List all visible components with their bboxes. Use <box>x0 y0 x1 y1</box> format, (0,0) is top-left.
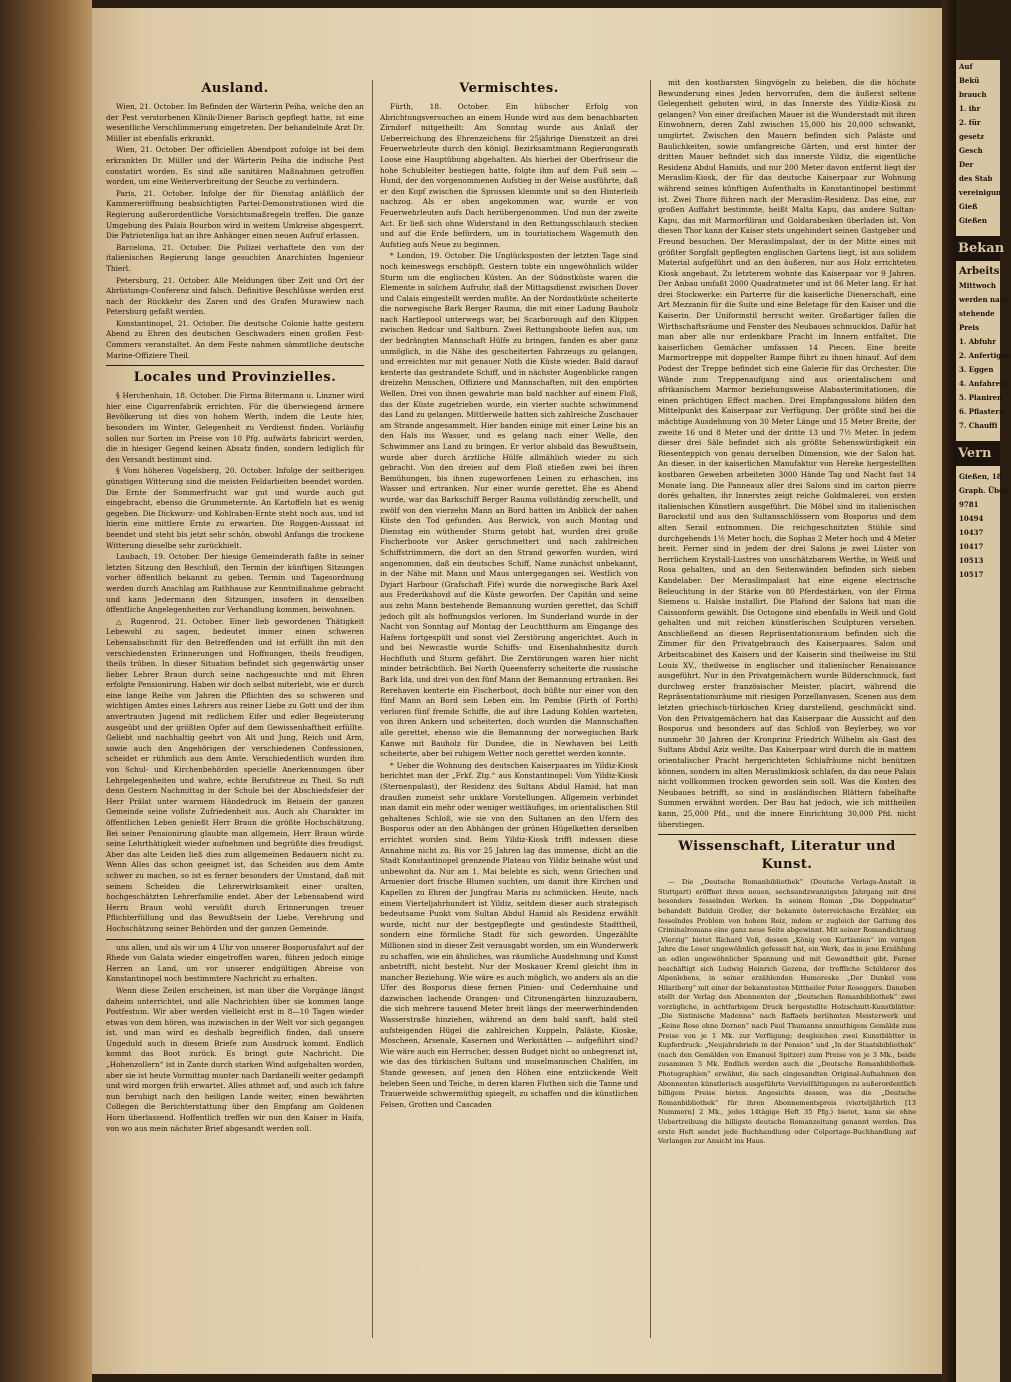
text-fragment: 9781 <box>959 500 979 509</box>
text-fragment: 10513 <box>959 556 984 565</box>
section-rule <box>106 939 364 940</box>
text-fragment: 1. ihr <box>959 104 981 113</box>
text-fragment: Graph. Über <box>959 486 1008 495</box>
text-fragment: 10517 <box>959 570 984 579</box>
text-fragment: 4. Anfahren <box>959 379 1006 388</box>
article-paragraph: Laubach, 19. October. Der hiesige Gemeinderath faßte in seiner letzten Sitzung den Beschluß, den Termin der künftigen Sitzungen vorher öffentlich bekannt zu geben. Termin und Tagesordnung werden durch Anschlag am Rathhause zur Kenntnißnahme gebracht und kann Jedermann den Sitzungen, insofern in denselben öffentliche Angelegenheiten zur Verhandlung kommen, beiwohnen. <box>106 552 364 615</box>
article-paragraph: uns allen, und als wir um 4 Uhr von unserer Bosporusfahrt auf der Rhede von Galata wieder eingetroffen waren, führen jedoch einige Herren an Land, um vor unserer endgültigen Abreise von Konstantinopel noch bestimmtere Nachricht zu erhalten. <box>106 942 364 984</box>
section-heading: Vermischtes. <box>459 81 559 96</box>
text-fragment: Arbeits <box>959 266 1000 277</box>
text-fragment: 2. Anfertigen <box>959 351 1011 360</box>
article-paragraph: mit den kostbarsten Singvögeln zu beleben, die die höchste Bewunderung eines Jeden hervorrufen, dem die äußerst seltene Gelegenheit geboten wird, in das Innerste des Yildiz-Kiosk zu gelangen? Von einer dreifachen Mauer ist die Wunderstadt mit ihren Einwohnern, deren Zahl zwischen 15,000 bis 20,000 schwankt, umgürtet. Zwischen den Mauern befinden sich Paläste und Baulichkeiten, sowie umfangreiche Gärten, und erst hinter der dritten Mauer befindet sich das innerste Yildiz, die eigentliche Residenz Abdul Hamids, und nur 200 Meter davon entfernt liegt der Meraslim-Kiosk, der für das deutsche Kaiserpaar zur Wohnung während seines künftigen Aufenthalts in Konstantinopel bestimmt ist. Zwei Thore führen nach der Meraslim-Residenz. Das eine, zur großen Auffahrt bestimmte, heißt Malta Kapu, das andere Sultan-Kapu, das mit Marmorfiliran und Goldarabesken überladen ist. Von diesen Thor kann der Kaiser stets ungehindert seinen Gastgeber und Freund besuchen. Der Meraslimpalast, der in der Mitte eines mit größter Sorgfalt gepflegten englischen Gartens liegt, ist aus solidem Material aufgeführt und an den äußeren, nur aus Holz errichteten Kiosk angebaut. Zu letzterem wohnte das Kaiserpaar vor 9 Jahren. Der Anbau umfaßt 2000 Quadratmeter und ist 86 Meter lang. Er hat drei Stockwerke: ein Parterre für die kaiserliche Dienerschaft, eine Art Mezzanin für die Suite und eine Beletage für den Kaiser und die Kaiserin. Der Uniformstil herrscht weiter. Großartiger fallen die Wirthschaftsräume und Fenster des Neubaues schmucklos. Dafür hat man aber alle nur erdenkbare Pracht im Innern entfaltet. Die kaiserlichen Gemächer umfassen 14 Piecen. Eine breite Marmortreppe mit doppelter Rampe führt zu ihnen hinauf. Auf dem Podest der Treppe befindet sich eine Galerie für das Orchester. Die Wände zum Treppenaufgang sind aus orientalischem und afrikanischem Marmor beziehungsweise Alabasterimitationen, die einen prächtigen Effect machen. Drei Empfangssalons bilden den Mittelpunkt des Kaiserpaar zur Verfügung. Der größte sind bei die mächtige Ausdehnung von 30 Meter Länge und 15 Meter Breite, der zweite 16 und 8 Meter und der dritte 13 und 7½ Meter. In jedem dieser drei Säle befindet sich als größte Sehenswürdigkeit ein Riesenteppich von genau derselben Dimension, wie der Salon hat. An dieser, in der kaiserlichen Manufaktur von Hereke hergestellten kostbaren Geweben arbeiteten 3000 Hände Tag und Nacht fast 14 Monate lang. Die Panneaux aller drei Salons sind im carton pierre dorés gehalten, ihr Innerstes zeigt reiche Goldmalerei, von ersten italienischen Künstlern ausgeführt. Die Möbel sind im italienischen Barockstil und aus den Sultansschlössern vom Bosporus und dem alten Serail entnommen. Die reichgeschnitzten Stühle sind durchgehends 1½ Meter hoch, die Sophas 2 Meter hoch und 4 Meter breit. Ferner sind in jedem der drei Salons je zwei Lüster von herrlichem Krystall-Lustres von unschätzbarem Werthe, in Weiß und Rosa gehalten, und an den Seitenwänden befinden sich sieben Kandelaber. Der Meraslimpalast hat eine eigene electrische Beleuchtung in der Stärke von 80 Pferdestärken, von der Firma Siemens u. Halske installirt. Die Plafond der Salons hat man die Caissonform gewählt. Die Octogone sind ebenfalls in Weiß und Gold gehalten und mit reichen künstlerischen Sculpturen versehen. Anschließend an diesen Repräsentationsraum befinden sich die Zimmer für den Privatgebrauch des Kaiserpaares. Salon und Arbeitscabinet des Kaisers und der Kaiserin sind theilweise im Stil Louis XV., theilweise in englischer und italienischer Renaissance ausgeführt. Nur in den Privatgemächern wurde Bilderschmuck, fast durchweg erster französischer Meister, placirt, während die Repräsentationsräume mit riesigen Porzellanvasen, Scenen aus dem letzten griechisch-türkischen Krieg darstellend, geschmückt sind. Von den Privatgemächern hat das Kaiserpaar die Aussicht auf den Bosporus und besonders auf das Schloß von Beylerbey, wo vor nunmehr 30 Jahren der Kronprinz Friedrich Wilhelm als Gast des Sultans Abdul Aziz weilte. Das Kaiserpaar wird durch die in mattem orientalischer Pracht hergerichteten Schlafräume nicht benützen können, sondern im alten Meraslimkiosk schlafen, da das neue Palais nicht vollkommen trocken geworden sein soll. Was die Kosten des Neubaues betrifft, so sind in ausländischen Blättern fabelhafte Summen erwähnt worden. Der Bau hat jedoch, wie ich mittheilen kann, 25,000 Pfd., und die innere Einrichtung 30,000 Pfd. nicht überstiegen. <box>658 78 916 829</box>
text-fragment: werden nach <box>959 295 1010 304</box>
column-3 <box>658 78 916 1340</box>
article-paragraph: Wien, 21. October. Im Befinden der Wärterin Peiha, welche den an der Pest verstorbenen Klinik-Diener Barisch gepflegt hatte, ist eine wesentliche Verschlimmerung eingetreten. Der behandelnde Arzt Dr. Müller ist ebenfalls erkrankt. <box>106 102 364 143</box>
text-fragment: des Stab <box>959 174 993 183</box>
column-divider <box>372 80 373 1338</box>
text-fragment: 2. für <box>959 118 981 127</box>
adjacent-page-fragment <box>956 60 1011 1382</box>
book-spine <box>0 0 92 1382</box>
text-fragment: brauch <box>959 90 987 99</box>
text-fragment: Gesch <box>959 146 983 155</box>
section-heading: Ausland. <box>201 81 269 96</box>
text-fragment: 10494 <box>959 514 984 523</box>
article-paragraph: § Herchenhain, 18. October. Die Firma Bitermann u. Linzner wird hier eine Cigarrenfabrik errichten. Für die überwiegend ärmere Bevölkerung ist dies von hohem Werth, indem die Leute hier, besonders im Winter, Gelegenheit zu Verdienst finden. Vorläufig sollen nur Sorten im Preise von 10 Pfg. aufwärts fabricirt werden, die in hiesiger Gegend keinen Absatz finden, sondern lediglich für den Versandt bestimmt sind. <box>106 391 364 464</box>
announcement-banner: Vern <box>956 441 1000 466</box>
article-paragraph: — Die „Deutsche Romanbibliothek“ (Deutsche Verlags-Anstalt in Stuttgart) eröffnet ihren neuen, sechsundzwanzigsten Jahrgang mit drei besonders fesselnden Werken. In seinem Roman „Die Doppelnatur“ behandelt Balduin Groller, der bekannte österreichische Erzähler, ein fesselndes Problem von hohem Reiz, indem er zugleich der Gattung des Criminalromans eine ganz neue Seite abgewinnt. Mit seiner Romandichtung „Vierzig“ bietet Richard Voß, dessen „König von Kurtianien“ im vorigen Jahre die Leser ungewöhnlich gefesselt hat, ein Werk, das in jene Erzählung an edlen ungewöhnlicher Spannung und mit Gewandtheit gibt. Ferner beschäftigt sich Ludwig Heinrich Gezena, der treffliche Schilderer des Alpenlebens, in seiner erzählenden Humoreske „Der Dunkel vom Hilariberg“ mit einer der bekanntesten Mittheiler Peter Roseggers. Daneben stellt der Verlag den Abonnenten der „Deutschen Romanbibliothek“ zwei vorzügliche, in achtfarbigem Druck hergestellte Holzschnitt-Kunstblätter: „Die Sixtinische Madonna“ nach Raffaels berühmten Meisterwerk und „Keine Rose ohne Dornen“ nach Paul Thumanns anmuthigem Gemälde zum Preise von je 1 Mk. zur Verfügung; desgleichen zwei Kunstblätter in Kupferdruck: „Neujahrsbriefe in der Pension“ und „In der Staatsbibliothek“ (nach den Gemälden von Emanuel Spitzer) zum Preise von je 3 Mk., beide zusammen 5 Mk. Endlich werden auch die „Deutsche Romanbibliothek-Photographien“ erwähnt, die nach eingesandten Original-Aufnahmen den Abonnenten künstlerisch ausgeführte Vervielfältigungen zu außerordentlich billigem Preise bieten. Angesichts dessen, was die „Deutsche Romanbibliothek“ für ihren Abonnementspreis (vierteljährlich [13 Nummern] 2 Mk., jedes 14tägige Heft 35 Pfg.) bietet, kann sie ohne Uebertreibung die billigste deutsche Romanzeitung genannt werden. Das erste Heft sendet jede Buchhandlung oder Colportage-Buchhandlung auf Verlangen zur Ansicht ins Haus. <box>658 878 916 1146</box>
article-paragraph: * London, 19. October. Die Unglücksposten der letzten Tage sind noch keineswegs erschöpft. Gestern tobte ein ungewöhnlich wilder Sturm um die englischen Küsten. An der Südostküste waren die Elemente in solchem Aufruhr, daß der Mittagsdienst zwischen Dover und Calais eingestellt werden mußte. An der Nordostküste scheiterte die norwegische Bark Berger Rauma, die mit einer Ladung Bauholz nach Hartlepool unterwegs war, bei Scarborough auf den Klippen zwischen Redcar und Saltburn. Zwei Rettungsboote liefen aus, um der bedrängten Mannschaft Hülfe zu bringen, fanden es aber ganz unmöglich, in die Nähe des gescheiterten Fahrzeugs zu gelangen, und erreichten nur mit genauer Noth die Küste wieder. Bald darauf kenterte das gestrandete Schiff, und in nächster Augenblicke rangen dreizehn Menschen, Offiziere und Mannschaften, mit den empörten Wellen. Drei von ihnen gewahrte man bald nachher auf einem Floß, das der Küste zugetrieben wurde, ein vierter suchte schwimmend das Land zu gelangen. Mittlerweile hatten sich zahlreiche Zuschauer am Strande angesammelt. Hier banden einige mit einer Leine bis an den Hals ins Wasser, und es gelang nach einer Welle, den Schwimmer ans Land zu bringen. Er verlor alsbald das Bewußtsein, wurde aber durch ärztliche Hülfe allmählich wieder zu sich gebracht. Von den dreien auf dem Floß stießen zwei bei ihren Bemühungen, bis ihnen zugeworfenen Leinen zu erhaschen, ins Wasser und ertranken. Nur einer wurde gerettet. Ehe es Abend wurde, war das Barkschiff Berger Rauma vollständig zerschellt, und zwölf von den vierzehn Mann an Bord hatten im Anblick der nahen Küste den Tod gefunden. Aus Berwick, von auch Montag und Dienstag ein wüthender Sturm getobt hat, wurden drei große Fischerboote vor Anker gerschmettert und nach zahlreichen Schiffstrümmern, die dort an den Strand geworfen wurden, wird angenommen, daß ein deutsches Schiff, Name zunächst unbekannt, in der Nähe mit Mann und Maus untergegangen sei. Westlich von Dyjart Harbour (Grafschaft Fife) wurde die norwegische Bark Axel aus Frederikshovd auf die Küste geworfen. Der Capitän und seine aus zehn Mann bestehende Bemannung wurden gerettet, das Schiff jedoch gilt als hoffnungslos verloren. Im Sunderland wurde in der Nacht von Sonntag auf Montag der Leuchtthurm am Eingange des Hafens fortgespült und sonst viel Zerstörung angerichtet. Auch in und bei Newcastle wurde Schiffs- und Eisenbahnbesitz durch Hochfluth und Sturm gefährt. Die Zerstörungen waren hier nicht minder beträchtlich. Bei North Queensferry scheiterte die russische Bark Ida, und drei von den fünf Mann der Bemannung ertranken. Bei Rerehaven kenterte ein Fischerboot, doch büßte nur einer von den fünf Mann an Bord sein Leben ein. Im Pembie (Firth of Forth) verloren fünf fremde Schiffe, die auf ihre Ladung Kohlen warteten, von ihren Ankern und scheiterten, doch wurden die Mannschaften alle gerettet, ebenso wie die Bemannung der norwegischen Bark Kanwe mit Bauholz für Dundee, die in Newhaven bei Leith scheiterte, aber bei ruhigem Wetter noch gerettet werden konnte. <box>380 251 638 759</box>
text-fragment: Auf <box>959 62 973 71</box>
page-gutter <box>942 0 956 1382</box>
article-paragraph: Paris, 21. October. Infolge der für Dienstag anläßlich der Kammereröffnung beabsichtigten Partei-Demonstrationen wird die Regierung außerordentliche Vorsichtsmaßregeln treffen. Die ganze Umgebung des Palais Bourbon wird in weitem Umkreise abgesperrt. Die Patriotenliga hat an ihre Anhänger einen neuen Aufruf erlassen. <box>106 188 364 241</box>
text-fragment: 10437 <box>959 528 984 537</box>
text-fragment: 10417 <box>959 542 984 551</box>
article-paragraph: Fürth, 18. October. Ein hübscher Erfolg von Abrichtungsversuchen an einem Hunde wird aus dem benachbarten Zirndorf mitgetheilt: Am Sonntag wurde aus Anlaß der Ueberreichung des Ehrenzeichens für 25jährige Dienstzeit an drei Feuerwehrleute durch den königl. Bezirksamtmann Regierungsrath Loose eine Hauptübung abgehalten. Als hierbei der Oberfriseur die hohe Schubleiter bestiegen hatte, folgte ihm auf dem Fuß sein — Hund, der den vorgenommenen Aufstieg in der Weise ausführte, daß er den Kopf zwischen die Sprossen klemmte und so den Hinterleib nachzog. Als er oben angekommen war, wurde er von Feuerwehrleuten aufs Dach herübergenommen. Und nun der zweite Act. Er ließ sich ohne Widerstand in den Rettungsschlauch stecken und auf die Erde befördern, um in touristischem Wagemuth den Aufstieg aufs Neue zu beginnen. <box>380 102 638 249</box>
article-paragraph: Petersburg, 21. October. Alle Meldungen über Zeit und Ort der Abrüstungs-Conferenz sind falsch. Definitive Beschlüsse werden erst nach der Rückkehr des Zaren und des Grafen Murawiew nach Petersburg gefaßt werden. <box>106 275 364 317</box>
article-paragraph: △ Rugenrod, 21. October. Einer lieb gewordenen Thätigkeit Lebewohl zu sagen, bedeutet immer einen schweren Lebensabschnitt für den Betreffenden und ist erfüllt ihn mit den verschiedensten Erinnerungen und Hoffnungen, theils freudigen, theils trüben. In dieser Situation befindet sich gegenwärtig unser lieber Lehrer Braun durch seine nachgesuchte und mit Ehren erfolgte Pensionirung. Haben wir doch selbst miterlebt, wie er durch eine lange Reihe von Jahren die Pflichten des so schweren und wichtigen Amtes eines Lehrers aus reiner Liebe zu Gott und der ihm anvertrauten Jugend mit redlichem Eifer und edler Begeisterung ausgeübt und der größten Opfer auf dem Gewissenhaftheit erfüllte. Geliebt und nachhaltig geehrt von Alt und Jung, Reich und Arm, sowie auch den Angehörigen der verschiedenen Confessionen, scheidet er rühmlich aus dem Amte. Verschiedentlich wurden ihm von Schul- und Kirchenbehörden specielle Anerkennungen über Lehrgelegenheiten und wahre, echte Berufstreue zu Theil. So ruft denn Gestern Nachmittag in der Schule bei der Abschiedsfeier der Herr Prälat unter warmem Händedruck im Beisein der ganzen Gemeinde seine vollste Zufriedenheit aus. Auch als Charakter im öffentlichen Leben genießt Herr Braun die größte Hochschätzung. Bei seiner Pensionirung glaubte man allgemein, Herr Braun würde seine Lehrthätigkeit wieder aufnehmen und begrüßte dies freudigst. Aber das alte Leiden ließ dies zum allgemeinen Bedauern nicht zu. Wenn Alles das schon geeignet ist, das Scheiden aus dem Amte schwer zu machen, so ist es ferner besonders der Umstand, daß mit seinem Scheiden die Lehrerwirksamkeit einer uralten, hochgeschätzten Lehrerfamilie endet. Aber der Lebensabend wird Herrn Braun wohl versüßt durch Erinnerungen treuer Pflichterfüllung und das Bewußtsein der Liebe, Verehrung und Hochschätzung seiner Behörden und der ganzen Gemeinde. <box>106 616 364 933</box>
article-paragraph: § Vom höheren Vogelsberg, 20. October. Infolge der seitherigen günstigen Witterung sind die meisten Feldarbeiten beendet worden. Die Ernte der Sommerfrucht war gut und wurde auch gut eingebracht, ebenso die Grummeternte. An Kartoffeln hat es wenig gegeben. Die Dickwurz- und Kohlraben-Ernte steht noch aus, und ist hierin eine mittlere Ernte zu erwarten. Die Roggen-Aussaat ist beendet und steht bis jetzt sehr schön, obwohl Anfangs die trockene Witterung dieselbe sehr zurückhielt. <box>106 466 364 550</box>
text-fragment: 6. Pflastern <box>959 407 1005 416</box>
section-rule <box>106 365 364 366</box>
text-fragment: Mittwoch <box>959 281 996 290</box>
text-fragment: Gießen <box>959 216 987 225</box>
text-fragment: Gießen, 18 <box>959 472 1002 481</box>
article-paragraph: Barcelona, 21. October. Die Polizei verhaftete den von der italienischen Regierung lange gesuchten Anarchisten Ingenieur Thierl. <box>106 242 364 273</box>
article-paragraph: Wien, 21. October. Der officiellen Abendpost zufolge ist bei dem erkrankten Dr. Müller und der Wärterin Peiha die indische Pest constatirt worden. Es sind alle sanitären Maßnahmen getroffen worden, um eine Weiterverbreitung der Seuche zu verhindern. <box>106 145 364 187</box>
column-divider <box>650 80 651 1338</box>
text-fragment: gesetz <box>959 132 984 141</box>
column-2 <box>380 78 638 1340</box>
section-heading: Wissenschaft, Literatur und Kunst. <box>678 839 896 873</box>
text-fragment: 7. Chauffi <box>959 421 998 430</box>
article-paragraph: Wenn diese Zeilen erscheinen, ist man über die Vorgänge längst daheim unterrichtet, und alle Nachrichten über sie kommen lange Postfestum. Wir aber werden vielleicht erst in 8—10 Tagen wieder etwas von dem hören, was inzwischen in der Welt vor sich gegangen ist, und man wird es deshalb begreiflich finden, daß unsere Ungeduld auch in diesem Briefe zum Ausdruck kommt. Endlich kommt das Boot zurück. Es bringt gute Nachricht. Die „Hohenzollern“ ist in Zante durch starken Wind aufgehalten worden, aber sie ist heute Vormittag munter nach Dardanelli weiter gedampft und wird morgen früh erwartet. Alles athmet auf, und auch ich fahre nun beruhigt nach den heiligen Lande weiter, einen bewährten Collegen die Berichterstattung über den Empfang am Goldenen Horn überlassend. Hoffentlich treffen wir nun den Kaiser in Haifa, von wo aus mein nächster Brief abgesandt werden soll. <box>106 985 364 1133</box>
newspaper-page <box>92 8 942 1374</box>
text-fragment: 5. Planiren <box>959 393 1003 402</box>
text-fragment: 3. Eggen <box>959 365 994 374</box>
article-paragraph: * Ueber die Wohnung des deutschen Kaiserpaares im Yildiz-Kiosk berichtet man der „Frkf. Ztg.“ aus Konstantinopel: Vom Yildiz-Kiosk (Sternenpalast), der Residenz des Sultans Abdul Hamid, hat man draußen zumeist sehr unklare Vorstellungen. Allgemein verbindet man damit ein mehr oder weniger weitläufiges, im orientalischen Stil gehaltenes Schloß, wie sie von den Sultanen an den Ufern des Bosporus oder an den Abhängen der grünen Hügelketten derselben errichtet worden sind. Beim Yildiz-Kiosk trifft indessen diese Annahme nicht zu. Bis vor 25 Jahren lag das immense, dicht an die Stadt Konstantinopel grenzende Plateau von Yildiz beinahe wüst und unbewohnt da. Nur am 1. Mai belebte es sich, wenn Griechen und Armenier dort frische Blumen suchten, um damit ihre Kirchen und Kapellen zu Ehren der Jungfrau Maria zu schmücken. Heute, nach einem Vierteljahrhundert ist Yildiz, seitdem dieser auch strategisch bedeutsame Punkt vom Sultan Abdul Hamid als Residenz erwählt wurde, nicht nur der bestgepflegte und gesündeste Stadttheil, sondern eine förmliche Stadt für sich geworden. Ungezählte Millionen sind in dieser Zeit verausgabt worden, um ein Wunderwerk zu schaffen, wie ein ähnliches, was räumliche Ausdehnung und Kunst anbetrifft, nicht besteht. Nur der Moskauer Kreml gleicht ihm in mancher Beziehung. Wie wäre es auch möglich, wo anders als an die Ufer des Bosporus diese fernen Pinien- und Cedernhaine und dazwischen lachende Orangen- und Citronengärten hinzuzaubern, die sich mehrere tausend Meter breit längs der meerwerbindenden Wasserstraße hinziehen, während an dem bald sanft, bald steil aufsteigenden Hügel die zahlreichen Kuppeln, Paläste, Kioske, Moscheen, Arsenale, Kasernen und Werkstätten — aufgeführt sind? Wie wäre auch ein Herrscher, dessen Budget nicht so unbegrenzt ist, wie das des türkischen Sultans und muselmanischen Chalifen, im Stande gewesen, auf jenen den Höhen eine entzückende Welt beleben Seen und Teiche, in deren klaren Fluthen sich die Tanne und Trauerweide schwermüthig spiegelt, zu schaffen und die künstlichen Felsen, Grotten und Cascaden <box>380 760 638 1109</box>
text-fragment: Preis <box>959 323 980 332</box>
section-rule <box>658 834 916 835</box>
article-paragraph: Konstantinopel, 21. October. Die deutsche Colonie hatte gestern Abend zu Ehren des deutschen Geschwaders einen großen Fest-Commers veranstaltet. An dem Feste nahmen sämmtliche deutsche Marine-Offiziere Theil. <box>106 318 364 360</box>
section-heading: Locales und Provinzielles. <box>133 370 337 386</box>
text-fragment: 1. Abfuhr <box>959 337 996 346</box>
announcement-banner: Bekan <box>956 236 1000 261</box>
text-fragment: Gieß <box>959 202 978 211</box>
text-fragment: Der <box>959 160 974 169</box>
text-fragment: vereinigun <box>959 188 1002 197</box>
text-fragment: stehende <box>959 309 995 318</box>
column-1 <box>106 78 364 1342</box>
text-fragment: Bekü <box>959 76 980 85</box>
